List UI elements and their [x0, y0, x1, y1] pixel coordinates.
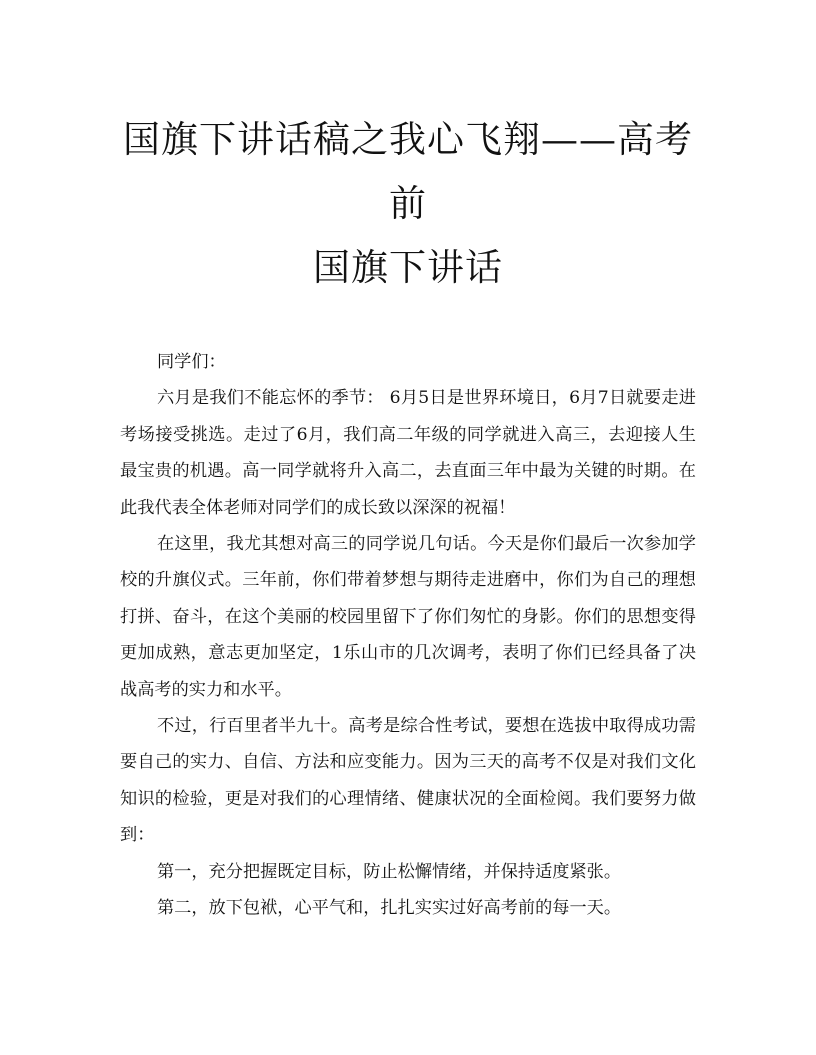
salutation: 同学们：	[156, 352, 226, 372]
paragraph-3: 不过，行百里者半九十。高考是综合性考试，要想在选拔中取得成功需要自己的实力、自信、方法和应变能力。因为三天的高考不仅是对我们文化知识的检验，更是对我们的心理情绪、健康状况的全面检阅。我们要努力做到：	[120, 716, 696, 846]
document-title	[120, 0, 696, 300]
title-line-1: 国旗下讲话稿之我心飞翔——高考前	[123, 118, 693, 225]
paragraph-1: 六月是我们不能忘怀的季节： 6月5日是世界环境日，6月7日就要走进考场接受挑选。走过了6月，我们高二年级的同学就进入高三，去迎接人生最宝贵的机遇。高一同学就将升入高二，去直面三年中最为关键的时期。在此我代表全体老师对同学们的成长致以深深的祝福！	[120, 388, 696, 518]
title-line-2: 国旗下讲话	[313, 246, 503, 289]
paragraph-2: 在这里，我尤其想对高三的同学说几句话。今天是你们最后一次参加学校的升旗仪式。三年前，你们带着梦想与期待走进磨中，你们为自己的理想打拼、奋斗，在这个美丽的校园里留下了你们匆忙的身影。你们的思想变得更加成熟，意志更加坚定，1乐山市的几次调考，表明了你们已经具备了决战高考的实力和水平。	[120, 534, 696, 700]
paragraph-5: 第二，放下包袱，心平气和，扎扎实实过好高考前的每一天。	[156, 898, 622, 919]
paragraph-4: 第一，充分把握既定目标，防止松懈情绪，并保持适度紧张。	[156, 861, 622, 882]
document-body	[120, 344, 696, 927]
